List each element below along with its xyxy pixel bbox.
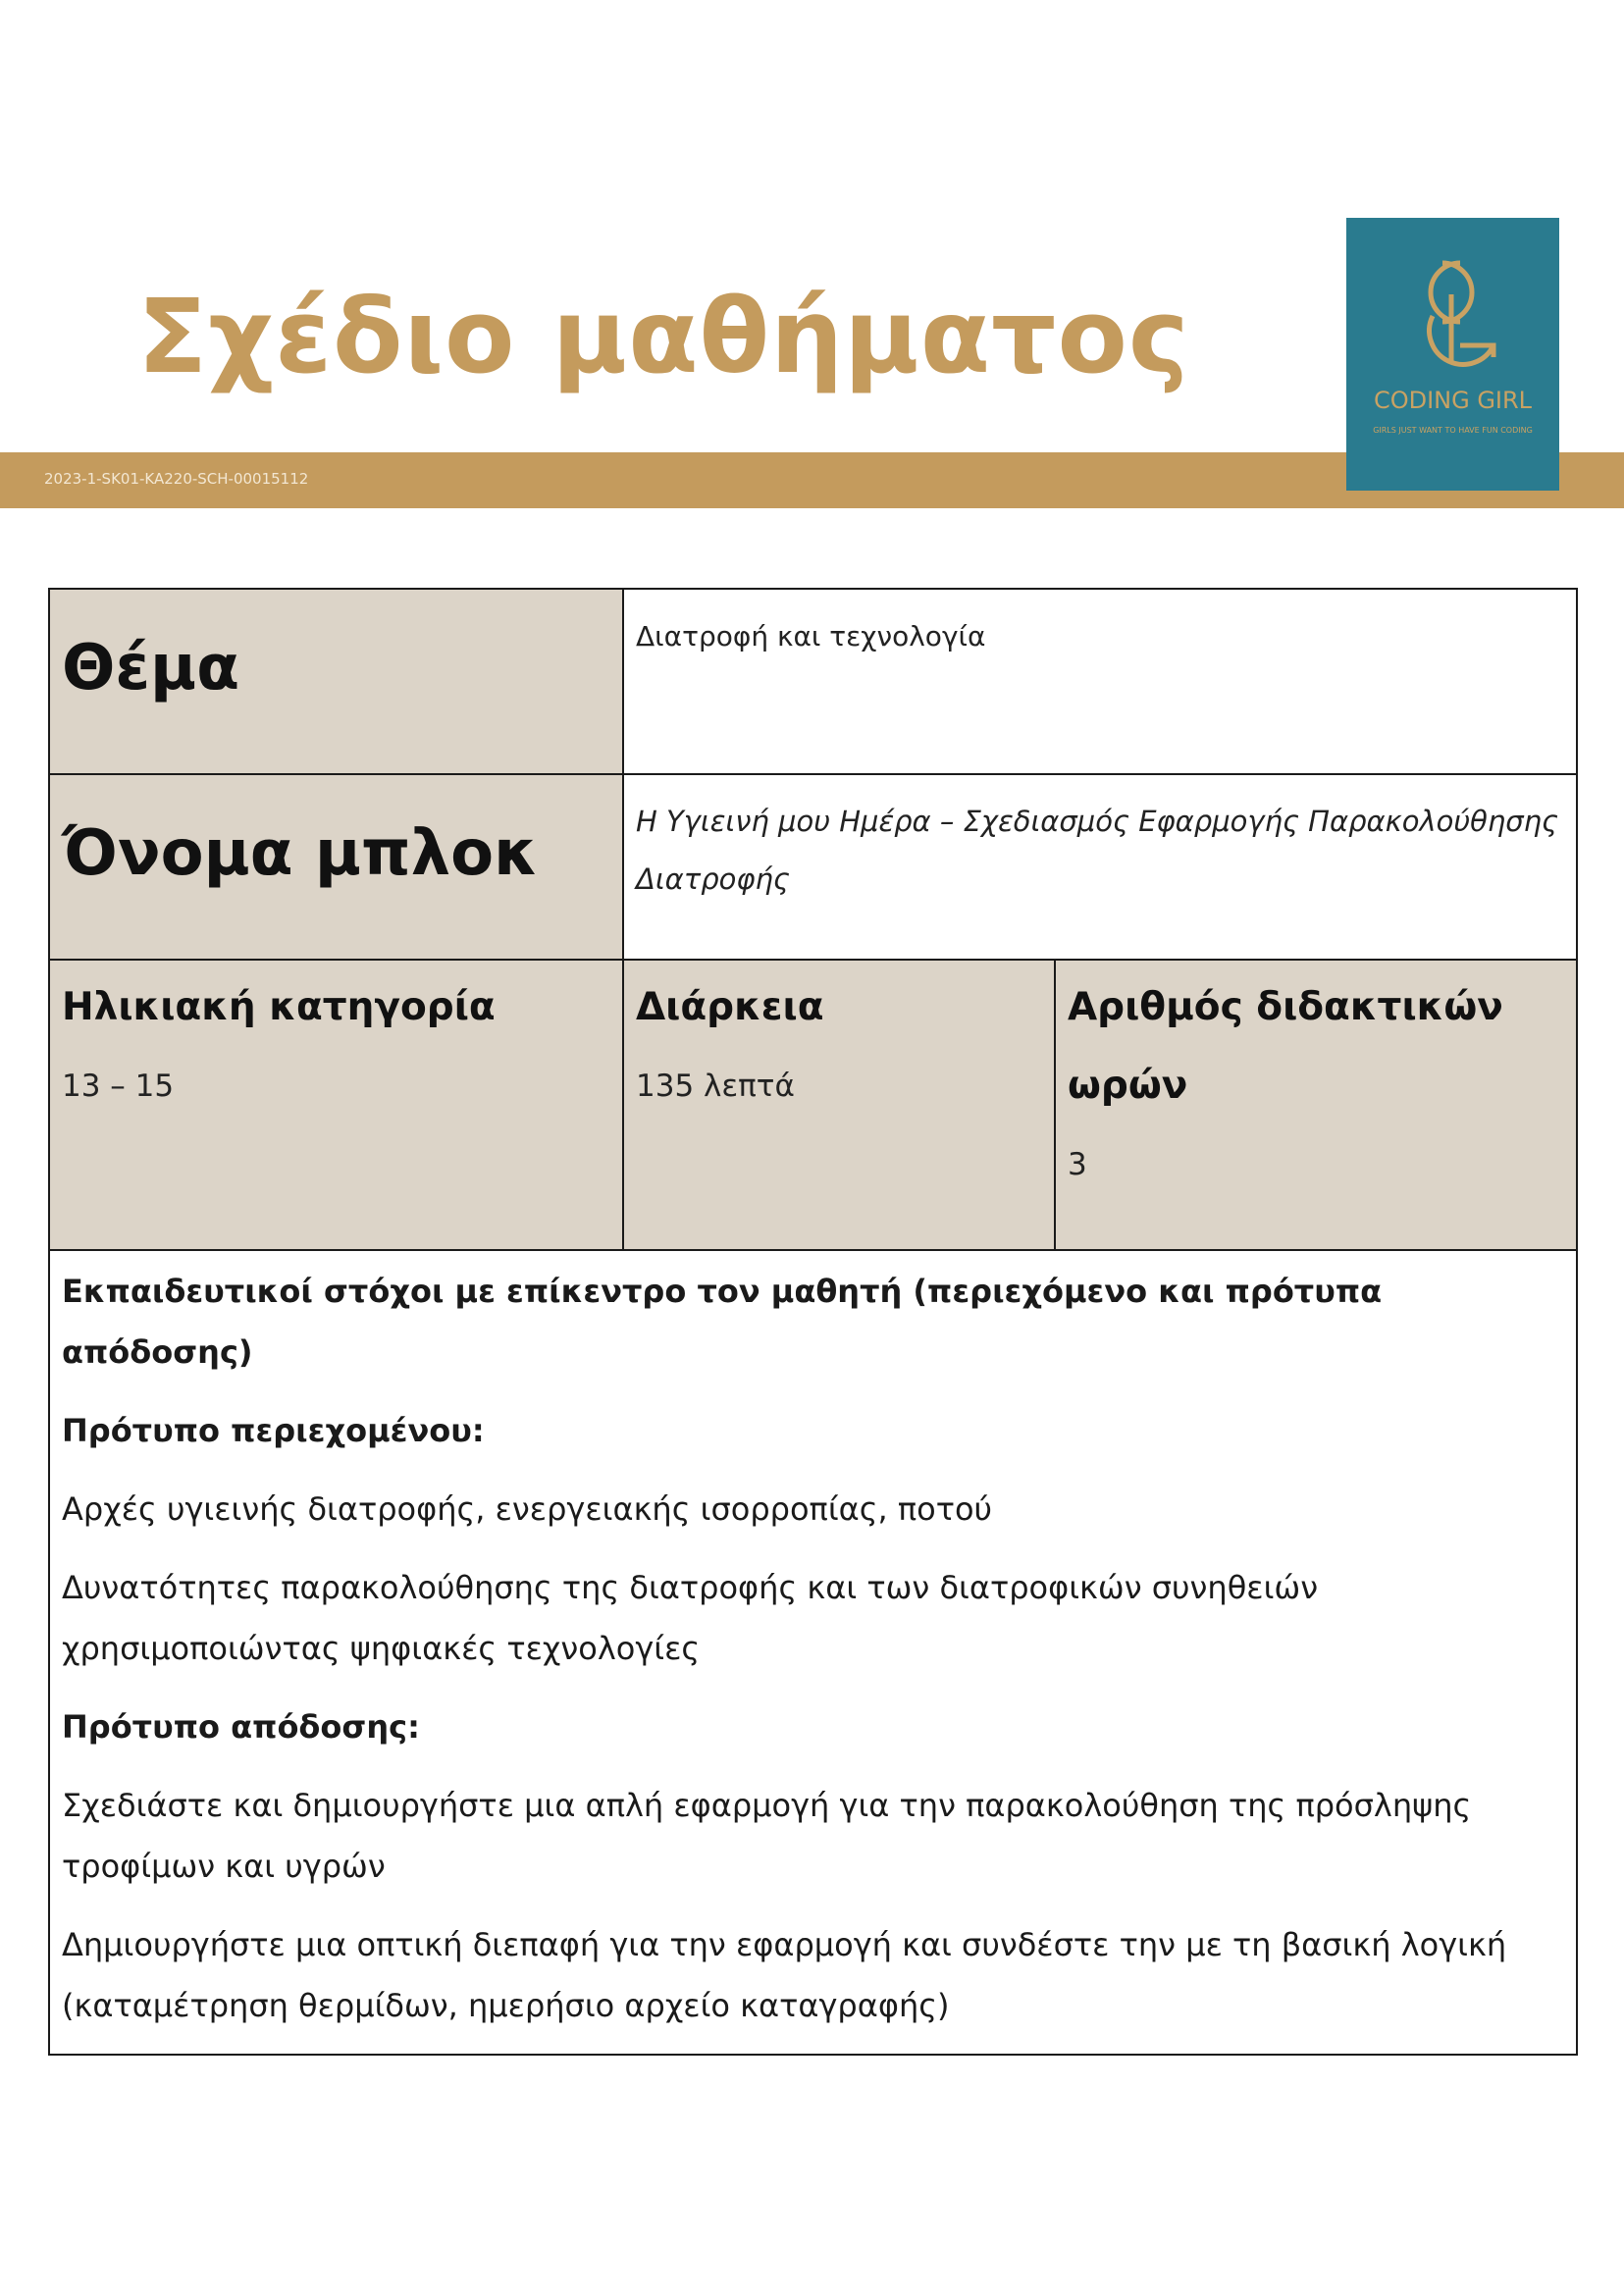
- age-label: Ηλικιακή κατηγορία: [62, 985, 496, 1029]
- age-value: 13 – 15: [62, 1069, 175, 1104]
- subject-label-cell: [49, 589, 623, 774]
- block-label-cell: [49, 774, 623, 960]
- objectives-cell: [49, 1250, 1577, 2055]
- hours-label: Αριθμός διδακτικών ωρών: [1068, 985, 1503, 1108]
- objectives-heading: Εκπαιδευτικοί στόχοι με επίκεντρο τον μαθητή (περιεχόμενο και πρότυπα απόδοσης): [62, 1273, 1383, 1371]
- block-value: Η Υγιεινή μου Ημέρα – Σχεδιασμός Εφαρμογής Παρακολούθησης Διατροφής: [636, 805, 1559, 896]
- performance-standard-heading: Πρότυπο απόδοσης:: [62, 1708, 420, 1746]
- project-code: 2023-1-SK01-KA220-SCH-00015112: [44, 470, 309, 488]
- subject-value: Διατροφή και τεχνολογία: [636, 620, 986, 652]
- subject-label: Θέμα: [62, 632, 240, 704]
- content-item: Δυνατότητες παρακολούθησης της διατροφής και των διατροφικών συνηθειών χρησιμοποιώντας ψηφιακές τεχνολογίες: [62, 1569, 1319, 1667]
- cg-monogram-icon: [1399, 255, 1507, 383]
- document-title: Σχέδιο μαθήματος: [137, 277, 1190, 396]
- objectives-row: [49, 1250, 1577, 2055]
- logo-tagline: GIRLS JUST WANT TO HAVE FUN CODING: [1373, 426, 1533, 435]
- duration-label: Διάρκεια: [636, 985, 824, 1029]
- content-standard-heading: Πρότυπο περιεχομένου:: [62, 1412, 485, 1449]
- block-value-cell: [623, 774, 1577, 960]
- logo-name: CODING GIRL: [1373, 387, 1533, 414]
- content-item: Αρχές υγιεινής διατροφής, ενεργειακής ισορροπίας, ποτού: [62, 1490, 993, 1528]
- duration-cell: [623, 960, 1055, 1250]
- subject-value-cell: [623, 589, 1577, 774]
- lesson-plan-table: [48, 588, 1578, 2056]
- age-cell: [49, 960, 623, 1250]
- coding-girl-logo: [1346, 218, 1559, 491]
- details-row: [49, 960, 1577, 1250]
- performance-item: Δημιουργήστε μια οπτική διεπαφή για την εφαρμογή και συνδέστε την με τη βασική λογική (καταμέτρηση θερμίδων, ημερήσιο αρχείο καταγραφής): [62, 1926, 1507, 2024]
- hours-value: 3: [1068, 1147, 1087, 1182]
- duration-value: 135 λεπτά: [636, 1069, 795, 1104]
- subject-row: [49, 589, 1577, 774]
- performance-item: Σχεδιάστε και δημιουργήστε μια απλή εφαρμογή για την παρακολούθηση της πρόσληψης τροφίμων και υγρών: [62, 1787, 1472, 1885]
- block-label: Όνομα μπλοκ: [62, 817, 539, 890]
- block-row: [49, 774, 1577, 960]
- hours-cell: [1055, 960, 1577, 1250]
